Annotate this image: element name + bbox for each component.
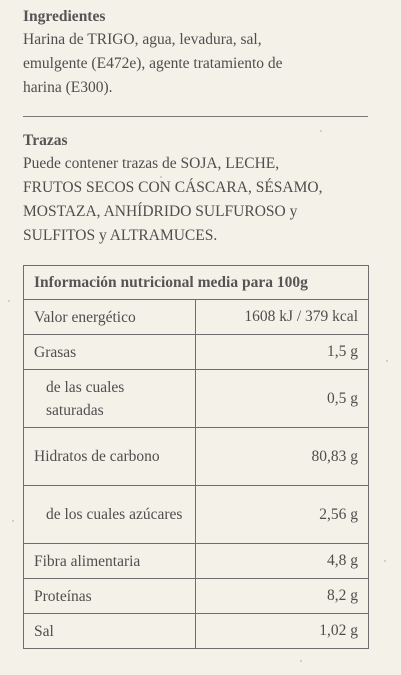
table-row	[24, 614, 369, 649]
table-row	[24, 335, 369, 370]
nutrient-label: Hidratos de carbono	[24, 428, 196, 486]
paper-speck	[384, 560, 386, 562]
section-divider	[23, 116, 368, 117]
nutrient-label: Proteínas	[24, 579, 196, 614]
nutrition-table-header	[24, 266, 369, 300]
paper-speck	[300, 660, 302, 662]
nutrient-value: 1608 kJ / 379 kcal	[196, 300, 369, 335]
nutrient-label: Valor energético	[24, 300, 196, 335]
traces-line: Puede contener trazas de SOJA, LECHE,	[23, 155, 280, 172]
ingredients-heading: Ingredientes	[23, 8, 106, 25]
nutrient-value: 2,56 g	[196, 486, 369, 544]
table-row	[24, 579, 369, 614]
ingredients-line: harina (E300).	[23, 79, 113, 96]
nutrient-label: de las cuales saturadas	[24, 370, 196, 428]
ingredients-section	[23, 6, 368, 100]
nutrient-value: 8,2 g	[196, 579, 369, 614]
nutrient-value: 1,5 g	[196, 335, 369, 370]
table-row	[24, 370, 369, 428]
table-row	[24, 428, 369, 486]
nutrition-title: Información nutricional media para 100g	[24, 266, 369, 300]
paper-speck	[386, 360, 388, 362]
table-row	[24, 486, 369, 544]
nutrition-table	[23, 265, 369, 649]
nutrient-value: 80,83 g	[196, 428, 369, 486]
nutrient-value: 0,5 g	[196, 370, 369, 428]
table-row	[24, 300, 369, 335]
nutrient-value: 1,02 g	[196, 614, 369, 649]
paper-speck	[12, 520, 14, 522]
traces-line: FRUTOS SECOS CON CÁSCARA, SÉSAMO,	[23, 179, 323, 196]
nutrient-label: Fibra alimentaria	[24, 544, 196, 579]
nutrient-label: Sal	[24, 614, 196, 649]
ingredients-line: Harina de TRIGO, agua, levadura, sal,	[23, 31, 262, 48]
paper-speck	[8, 300, 10, 302]
nutrient-label: de los cuales azúcares	[24, 486, 196, 544]
traces-line: SULFITOS y ALTRAMUCES.	[23, 227, 218, 244]
traces-heading: Trazas	[23, 132, 68, 149]
table-row	[24, 544, 369, 579]
traces-section	[23, 130, 368, 248]
nutrient-value: 4,8 g	[196, 544, 369, 579]
ingredients-line: emulgente (E472e), agente tratamiento de	[23, 55, 283, 72]
traces-line: MOSTAZA, ANHÍDRIDO SULFUROSO y	[23, 203, 298, 220]
nutrient-label: Grasas	[24, 335, 196, 370]
